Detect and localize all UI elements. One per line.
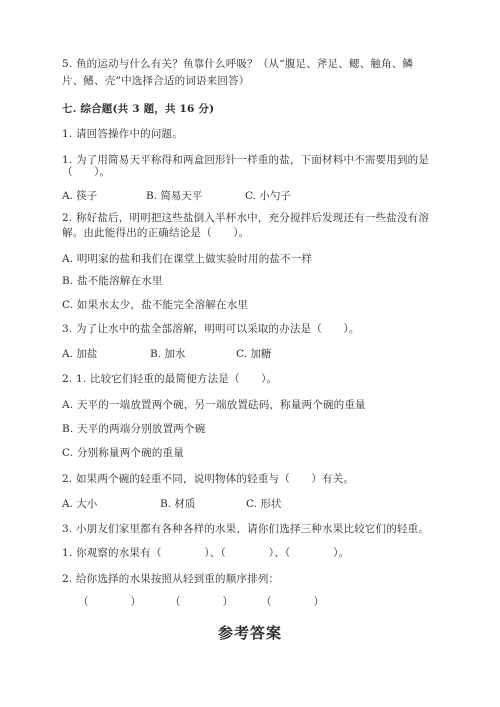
option-c: C. 加糖 [236,348,272,360]
part-2-question-1: 2. 1. 比较它们轻重的最简便方法是（ ）。 [62,373,278,385]
part-2-question-1-option-b: B. 天平的两端分别放置两个碗 [62,423,206,435]
part-1-question-2-option-b: B. 盐不能溶解在水里 [62,275,163,287]
part-3-question-2: 2. 给你选择的水果按照从轻到重的顺序排列： [62,573,280,585]
blank-1: （ ） [78,596,141,608]
option-b: B. 简易天平 [146,190,203,202]
part-1-question-2-option-a: A. 明明家的盐和我们在课堂上做实验时用的盐不一样 [62,253,313,265]
blank-3: （ ） [261,596,324,608]
option-a: A. 加盐 [62,348,98,360]
part-2-question-1-option-c: C. 分别称量两个碗的重量 [62,447,184,459]
option-c: C. 小勺子 [245,190,291,202]
part-3-intro: 3. 小朋友们家里都有各种各样的水果，请你们选择三种水果比较它们的轻重。 [62,523,430,535]
option-a: A. 筷子 [62,190,98,202]
part-1-question-1: 1. 为了用简易天平称得和两盒回形针一样重的盐，下面材料中不需要用到的是 [62,154,430,166]
part-2-question-1-option-a: A. 天平的一端放置两个碗，另一端放置砝码，称量两个碗的重量 [62,399,366,411]
blank-2: （ ） [170,596,233,608]
question-5-line-2: 片、鳍、壳”中选择合适的词语来回答） [62,75,250,87]
part-3-question-1: 1. 你观察的水果有（ ）、（ ）、（ ）。 [62,547,350,559]
part-1-question-2-cont: 解。由此能得出的正确结论是（ ）。 [62,227,250,239]
answers-title: 参考答案 [217,624,282,642]
part-1-question-2-option-c: C. 如果水太少，盐不能完全溶解在水里 [62,299,249,311]
option-b: B. 加水 [150,348,186,360]
part-1-question-2: 2. 称好盐后，明明把这些盐倒入半杯水中，充分搅拌后发现还有一些盐没有溶 [62,212,430,224]
option-b: B. 材质 [160,498,196,510]
part-1-intro: 1. 请回答操作中的问题。 [62,128,183,140]
part-1-question-1-cont: （ ）。 [62,166,111,178]
section-7-heading: 七. 综合题(共 3 题，共 16 分) [62,103,215,115]
option-a: A. 大小 [62,498,98,510]
part-2-question-2: 2. 如果两个碗的轻重不同，说明物体的轻重与（ ）有关。 [62,473,355,485]
option-c: C. 形状 [246,498,282,510]
question-5-line-1: 5. 鱼的运动与什么有关？鱼靠什么呼吸？（从“腹足、斧足、鳃、触角、鳞 [62,58,414,70]
part-1-question-3: 3. 为了让水中的盐全部溶解，明明可以采取的办法是（ ）。 [62,323,360,335]
